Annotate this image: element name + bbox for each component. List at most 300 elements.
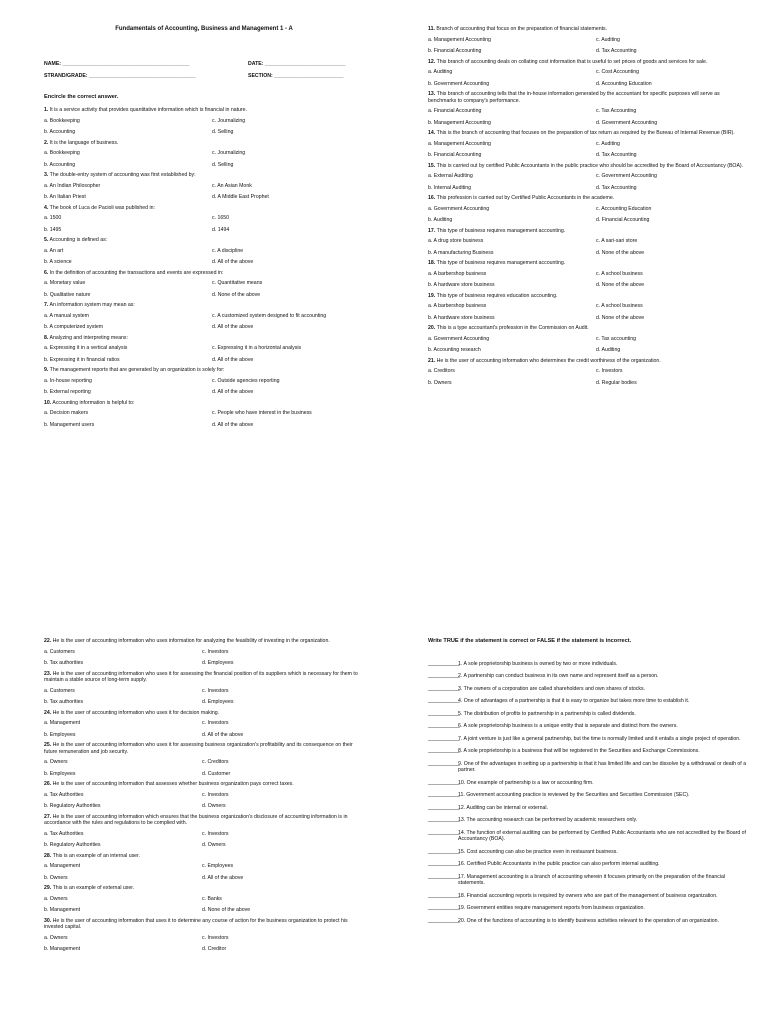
answer-option[interactable]: c. Investors — [202, 720, 229, 726]
question-8 — [44, 335, 364, 342]
answer-option[interactable]: b. Accounting — [44, 129, 76, 136]
answer-option[interactable]: c. Tax accounting — [596, 335, 636, 342]
tf-item — [428, 698, 748, 705]
question-number: 19. — [428, 292, 436, 299]
question-text: This is carried out by certified Public Accountants in the public practice who should be accredited by the Board of Accountancy (BOA). — [435, 162, 744, 169]
answer-option[interactable]: c. Journalizing — [212, 117, 246, 124]
question-12 — [428, 59, 748, 66]
question-text: Analyzing and interpreting means: — [48, 334, 128, 341]
answer-option[interactable]: c. 1650 — [212, 215, 230, 222]
answer-option[interactable]: c. Tax Accounting — [596, 108, 637, 114]
question-number: 1. — [44, 107, 49, 114]
answer-options — [44, 759, 364, 777]
question-number: 29. — [44, 885, 52, 891]
question-11 — [428, 26, 748, 33]
tf-statement: 13. The accounting research can be performed by academic researchers only. — [458, 817, 638, 824]
answer-option[interactable]: d. A Middle East Prophet — [212, 194, 269, 201]
question-6 — [44, 270, 364, 277]
tf-item — [428, 918, 748, 925]
answer-option[interactable]: a. A drug store business — [428, 238, 484, 244]
answer-option[interactable]: d. All of the above — [212, 356, 254, 363]
answer-options — [44, 248, 364, 266]
page-top-right — [428, 26, 748, 390]
question-15 — [428, 163, 748, 170]
question-number: 8. — [44, 334, 49, 341]
answer-option[interactable]: d. None of the above — [596, 282, 645, 288]
question-text: It is a service activity that provides quantitative information which is financial in nature. — [48, 107, 247, 114]
answer-option[interactable]: d. Financial Accounting — [596, 217, 650, 223]
answer-options — [44, 792, 364, 810]
answer-option[interactable]: c. An Asian Monk — [212, 182, 252, 189]
answer-option[interactable]: b. A hardware store business — [428, 314, 495, 321]
question-text: He is the user of accounting information that uses it to determine any course of action for the business organization to protect his invested capital. — [44, 917, 348, 930]
answer-option[interactable]: a. Owners — [44, 759, 68, 765]
answer-option[interactable]: b. Regulatory Authorities — [44, 842, 101, 848]
answer-options — [44, 896, 364, 914]
answer-options — [44, 649, 364, 667]
answer-options — [44, 831, 364, 849]
instruction-encircle: Encircle the correct answer. — [44, 93, 119, 100]
question-number: 23. — [44, 670, 52, 677]
answer-blank[interactable]: ___________ — [428, 829, 460, 836]
answer-option[interactable]: c. A school business — [596, 270, 643, 277]
answer-option[interactable]: d. All of the above — [212, 259, 254, 266]
answer-option[interactable]: c. Banks — [202, 895, 222, 902]
question-text: This profession is carried out by Certified Public Accountants in the academe. — [435, 195, 615, 201]
answer-option[interactable]: c. People who have interest in the business — [212, 410, 312, 417]
answer-option[interactable]: a. An Indian Philosopher — [44, 182, 101, 189]
answer-option[interactable]: d. Auditing — [596, 347, 621, 353]
answer-blank[interactable]: ___________ — [428, 660, 460, 667]
answer-options — [428, 37, 748, 55]
answer-option[interactable]: b. Accounting — [44, 161, 76, 168]
answer-option[interactable]: d. Government Accounting — [596, 119, 658, 126]
answer-option[interactable]: a. 1500 — [44, 215, 62, 222]
strand-field[interactable]: STRAND/GRADE: _____________________________________ — [44, 73, 196, 79]
question-22 — [44, 638, 364, 645]
answer-options — [44, 313, 364, 331]
answer-option[interactable]: a. An art — [44, 247, 64, 254]
answer-option[interactable]: d. Customer — [202, 770, 231, 777]
question-text: He is the user of accounting information who determines the credit worthiness of the organization. — [435, 357, 661, 364]
answer-option[interactable]: a. External Auditing — [428, 173, 473, 179]
question-text: He is the user of accounting information that assesses whether business organization pays correct taxes. — [51, 781, 294, 787]
answer-option[interactable]: d. Tax Accounting — [596, 48, 637, 54]
answer-option[interactable]: c. Investors — [202, 830, 229, 837]
answer-option[interactable]: b. A computerized system — [44, 324, 104, 331]
answer-blank[interactable]: ___________ — [428, 698, 460, 705]
answer-blank[interactable]: ___________ — [428, 892, 460, 899]
question-number: 24. — [44, 709, 52, 716]
answer-option[interactable]: a. Customers — [44, 687, 75, 694]
question-number: 18. — [428, 260, 436, 266]
question-18 — [428, 260, 748, 267]
date-field[interactable]: DATE: ____________________________ — [248, 60, 346, 67]
answer-option[interactable]: a. Monetary value — [44, 280, 86, 287]
answer-blank[interactable]: ___________ — [428, 817, 460, 824]
tf-statement: 3. The owners of a corporation are called shareholders and own shares of stocks. — [458, 685, 646, 692]
answer-option[interactable]: a. A barbershop business — [428, 303, 487, 309]
question-4 — [44, 205, 364, 212]
answer-option[interactable]: c. A sari-sari store — [596, 238, 638, 244]
tf-item — [428, 874, 748, 887]
tf-item — [428, 686, 748, 693]
answer-blank[interactable]: ___________ — [428, 748, 460, 755]
tf-statement: 16. Certified Public Accountants in the public practice can also perform internal auditing. — [458, 861, 660, 868]
answer-option[interactable]: c. Quantitative means — [212, 280, 263, 287]
question-text: The management reports that are generated by an organization is solely for: — [48, 367, 225, 374]
answer-options — [44, 280, 364, 298]
answer-blank[interactable]: ___________ — [428, 760, 460, 767]
answer-option[interactable]: a. Owners — [44, 934, 68, 941]
answer-option[interactable]: b. A hardware store business — [428, 282, 495, 288]
tf-statement: 6. A sole proprietorship business is a unique entity that is separate and distinct from the owners. — [458, 723, 678, 730]
answer-option[interactable]: b. Internal Auditing — [428, 184, 471, 191]
tf-statement: 11. Government accounting practice is reviewed by the Securities and Securities Commission (SEC). — [458, 792, 690, 799]
question-number: 7. — [44, 302, 49, 309]
tf-item — [428, 817, 748, 824]
answer-option[interactable]: a. A barbershop business — [428, 270, 487, 277]
question-text: He is the user of accounting information who uses it for assessing the financial position of its suppliers which is necessary for them to maintain a stable source of long-term supply. — [44, 670, 358, 683]
answer-option[interactable]: b. Tax authorities — [44, 660, 84, 666]
answer-option[interactable]: b. Tax authorities — [44, 699, 84, 705]
info-row-1 — [44, 61, 364, 68]
answer-options — [44, 378, 364, 396]
tf-item — [428, 761, 748, 774]
question-3 — [44, 172, 364, 179]
question-number: 4. — [44, 204, 49, 211]
answer-option[interactable]: d. None of the above — [596, 314, 645, 321]
answer-option[interactable]: c. Investors — [202, 687, 229, 694]
question-24 — [44, 710, 364, 717]
true-false-list — [428, 661, 748, 925]
tf-item — [428, 861, 748, 868]
question-number: 13. — [428, 91, 436, 97]
answer-blank[interactable]: ___________ — [428, 673, 460, 680]
answer-option[interactable]: d. Accounting Education — [596, 80, 652, 87]
answer-option[interactable]: c. Investors — [202, 648, 229, 655]
answer-option[interactable]: c. Cost Accounting — [596, 69, 639, 75]
answer-option[interactable]: d. Owners — [202, 842, 226, 848]
tf-statement: 18. Financial accounting reports is required by owners who are part of the management of business organization. — [458, 892, 718, 899]
answer-blank[interactable]: ___________ — [428, 848, 460, 855]
answer-option[interactable]: b. A manufacturing Business — [428, 249, 494, 256]
tf-statement: 7. A joint venture is just like a general partnership, but the time is normally limited and it entails a single project of operation. — [458, 735, 741, 742]
answer-option[interactable]: b. Management Accounting — [428, 119, 491, 126]
tf-statement: 10. One example of partnership is a law or accounting firm. — [458, 779, 594, 786]
answer-option[interactable]: a. Owners — [44, 895, 68, 902]
answer-option[interactable]: d. Selling — [212, 129, 234, 136]
answer-option[interactable]: b. A science — [44, 259, 72, 266]
tf-item — [428, 711, 748, 718]
answer-option[interactable]: c. A customized system designed to fit accounting — [212, 312, 327, 319]
instruction-true-false: Write TRUE if the statement is correct or FALSE if the statement is incorrect. — [428, 638, 632, 644]
question-17 — [428, 228, 748, 235]
tf-statement: 15. Cost accounting can also be practice even in restaurant business. — [458, 848, 618, 855]
tf-item — [428, 893, 748, 900]
answer-blank[interactable]: ___________ — [428, 917, 460, 924]
answer-option[interactable]: b. Owners — [428, 379, 452, 386]
tf-statement: 12. Auditing can be internal or external. — [458, 804, 548, 811]
answer-option[interactable]: b. 1495 — [44, 226, 62, 233]
tf-statement: 14. The function of external auditing can be performed by Certified Public Accountants who are not accredited by the Board of Accountancy (BOA). — [458, 829, 746, 843]
tf-item — [428, 830, 748, 843]
answer-option[interactable]: b. Management — [44, 907, 81, 913]
answer-blank[interactable]: ___________ — [428, 710, 460, 717]
tf-item — [428, 780, 748, 787]
answer-options — [44, 688, 364, 706]
answer-options — [44, 345, 364, 363]
tf-item — [428, 748, 748, 755]
tf-item — [428, 792, 748, 799]
answer-option[interactable]: c. Investors — [202, 791, 229, 798]
answer-option[interactable]: c. Auditing — [596, 140, 620, 147]
page-bottom-right — [428, 638, 748, 930]
tf-item — [428, 736, 748, 743]
answer-options — [428, 336, 748, 354]
question-19 — [428, 293, 748, 300]
answer-option[interactable]: a. Decision makers — [44, 410, 89, 417]
answer-option[interactable]: b. Accounting research — [428, 347, 481, 353]
question-number: 14. — [428, 130, 436, 136]
answer-option[interactable]: d. All of the above — [202, 731, 244, 738]
answer-option[interactable]: b. An Italian Priest — [44, 194, 86, 201]
question-21 — [428, 358, 748, 365]
answer-blank[interactable]: ___________ — [428, 792, 460, 799]
answer-blank[interactable]: ___________ — [428, 861, 460, 868]
question-text: This is an example of external user. — [51, 885, 135, 891]
question-number: 2. — [44, 139, 49, 146]
question-10 — [44, 400, 364, 407]
answer-option[interactable]: d. All of the above — [212, 421, 254, 428]
answer-option[interactable]: b. Employees — [44, 770, 76, 777]
answer-option[interactable]: c. Employees — [202, 863, 234, 869]
answer-option[interactable]: d. Selling — [212, 161, 234, 168]
answer-options — [44, 183, 364, 201]
answer-option[interactable]: a. In-house reporting — [44, 377, 92, 384]
answer-option[interactable]: b. Government Accounting — [428, 80, 490, 87]
answer-blank[interactable]: ___________ — [428, 905, 460, 912]
answer-option[interactable]: a. Management — [44, 863, 81, 869]
answer-option[interactable]: a. Management Accounting — [428, 36, 491, 43]
answer-option[interactable]: b. Financial Accounting — [428, 152, 482, 158]
answer-option[interactable]: b. Auditing — [428, 217, 453, 223]
answer-option[interactable]: d. Owners — [202, 803, 226, 809]
question-text: An information system may mean as: — [48, 302, 135, 309]
answer-option[interactable]: c. Investors — [596, 368, 623, 374]
question-text: The double-entry system of accounting was first established by: — [48, 172, 196, 179]
answer-blank[interactable]: ___________ — [428, 685, 460, 692]
answer-option[interactable]: a. Bookkeeping — [44, 150, 80, 157]
answer-option[interactable]: d. All of the above — [212, 324, 254, 331]
answer-option[interactable]: b. External reporting — [44, 389, 91, 396]
question-text: He is the user of accounting information who uses it for decision making. — [51, 709, 220, 716]
answer-option[interactable]: c. Auditing — [596, 36, 620, 43]
tf-item — [428, 905, 748, 912]
answer-option[interactable]: d. Employees — [202, 699, 234, 705]
answer-option[interactable]: b. Qualitative nature — [44, 291, 91, 298]
answer-options — [428, 238, 748, 256]
question-number: 5. — [44, 237, 49, 244]
question-7 — [44, 302, 364, 309]
answer-option[interactable]: b. Owners — [44, 874, 68, 881]
answer-option[interactable]: c. Investors — [202, 934, 229, 941]
answer-option[interactable]: d. 1494 — [212, 226, 230, 233]
answer-blank[interactable]: ___________ — [428, 873, 460, 880]
question-text: This is a type accountant's profession in the Commission on Audit. — [435, 325, 589, 331]
question-number: 30. — [44, 917, 52, 924]
answer-option[interactable]: a. Bookkeeping — [44, 117, 80, 124]
tf-item — [428, 673, 748, 680]
name-field[interactable]: NAME: ____________________________________________ — [44, 60, 190, 67]
page-top-left — [44, 26, 364, 432]
question-text: He is the user of accounting information who uses information for analyzing the feasibility of investing in the organization. — [51, 638, 330, 644]
question-2 — [44, 140, 364, 147]
answer-option[interactable]: a. Management Accounting — [428, 140, 491, 147]
tf-statement: 4. One of advantages of a partnership is that it is easy to organize but takes more time to establish it. — [458, 698, 690, 705]
answer-option[interactable]: b. Management — [44, 946, 81, 952]
question-5 — [44, 237, 364, 244]
answer-option[interactable]: a. Creditors — [428, 368, 455, 374]
answer-option[interactable]: d. All of the above — [212, 389, 254, 396]
question-number: 11. — [428, 26, 435, 32]
answer-blank[interactable]: ___________ — [428, 723, 460, 730]
answer-option[interactable]: b. Financial Accounting — [428, 48, 482, 54]
answer-option[interactable]: a. Auditing — [428, 69, 453, 75]
question-number: 22. — [44, 638, 52, 644]
question-text: He is the user of accounting information who uses it for assessing business organization's profitability and its consequence on their future remuneration and job security. — [44, 742, 353, 755]
tf-statement: 9. One of the advantages in setting up a partnership is that it has limited life and can be dissolve by a withdrawal or death of a partner. — [458, 760, 747, 774]
answer-option[interactable]: c. Government Accounting — [596, 173, 657, 179]
answer-blank[interactable]: ___________ — [428, 804, 460, 811]
answer-option[interactable]: d. Regular bodies — [596, 379, 637, 386]
question-1 — [44, 107, 364, 114]
answer-option[interactable]: c. Expressing it in a horizontal analysis — [212, 345, 302, 352]
answer-option[interactable]: c. A discipline — [212, 247, 244, 254]
question-number: 12. — [428, 58, 436, 65]
answer-option[interactable]: a. Government Accounting — [428, 205, 490, 212]
answer-options — [44, 118, 364, 136]
answer-option[interactable]: d. Employees — [202, 660, 234, 666]
answer-option[interactable]: a. Customers — [44, 648, 75, 655]
question-25 — [44, 742, 364, 755]
question-text: In the definition of accounting the transactions and events are expressed in: — [48, 269, 224, 276]
tf-item — [428, 849, 748, 856]
questions-22-30 — [44, 638, 364, 953]
question-text: Accounting information is helpful to: — [51, 399, 135, 406]
question-number: 28. — [44, 852, 52, 859]
question-13 — [428, 91, 748, 104]
answer-option[interactable]: d. None of the above — [202, 907, 251, 913]
question-number: 9. — [44, 367, 49, 374]
tf-statement: 20. One of the functions of accounting is to identify business activities relevant to the operation of an organization. — [458, 917, 719, 924]
answer-option[interactable]: a. Government Accounting — [428, 335, 490, 342]
question-number: 17. — [428, 227, 436, 234]
answer-option[interactable]: a. Financial Accounting — [428, 108, 482, 114]
question-28 — [44, 853, 364, 860]
question-number: 26. — [44, 781, 52, 787]
answer-option[interactable]: d. All of the above — [202, 874, 244, 881]
question-text: This is an example of an internal user. — [51, 852, 140, 859]
answer-option[interactable]: b. Regulatory Authorities — [44, 803, 101, 809]
answer-option[interactable]: a. Tax Authorities — [44, 791, 84, 798]
answer-option[interactable]: d. Creditor — [202, 946, 227, 952]
answer-options — [44, 215, 364, 233]
answer-option[interactable]: b. Management users — [44, 421, 95, 428]
question-number: 3. — [44, 172, 49, 179]
question-16 — [428, 195, 748, 202]
question-text: This type of business requires management accounting. — [435, 260, 566, 266]
answer-option[interactable]: b. Expressing it in financial ratios — [44, 356, 120, 363]
answer-option[interactable]: c. A school business — [596, 303, 643, 309]
question-number: 10. — [44, 399, 52, 406]
question-27 — [44, 814, 364, 827]
tf-item — [428, 723, 748, 730]
answer-option[interactable]: b. Employees — [44, 731, 76, 738]
question-29 — [44, 885, 364, 892]
question-text: This branch of accounting tells that the in-house information generated by the accountant for specific purposes will serve as benchmarks to company's performance. — [428, 91, 720, 104]
question-number: 20. — [428, 325, 436, 331]
question-number: 25. — [44, 742, 52, 748]
question-26 — [44, 781, 364, 788]
tf-item — [428, 805, 748, 812]
answer-option[interactable]: d. None of the above — [212, 291, 261, 298]
question-text: The book of Luca de Pacioli was published in: — [48, 204, 155, 211]
answer-option[interactable]: c. Creditors — [202, 759, 229, 765]
answer-option[interactable]: a. A manual system — [44, 312, 89, 319]
tf-statement: 1. A sole proprietorship business is owned by two or more individuals. — [458, 660, 618, 667]
answer-option[interactable]: c. Accounting Education — [596, 205, 652, 212]
page-bottom-left — [44, 638, 364, 957]
answer-options — [44, 863, 364, 881]
tf-statement: 5. The distribution of profits to partnership in a partnership is called dividends. — [458, 710, 636, 717]
tf-statement: 17. Management accounting is a branch of accounting wherein it focuses primarily on the preparation of the financial statements. — [458, 873, 726, 887]
answer-option[interactable]: a. Expressing it in a vertical analysis — [44, 345, 128, 352]
question-number: 6. — [44, 269, 49, 276]
answer-option[interactable]: c. Journalizing — [212, 150, 246, 157]
question-9 — [44, 367, 364, 374]
answer-option[interactable]: d. Tax Accounting — [596, 184, 637, 191]
answer-options — [428, 271, 748, 289]
question-text: This type of business requires management accounting. — [435, 227, 566, 234]
question-23 — [44, 671, 364, 684]
answer-blank[interactable]: ___________ — [428, 735, 460, 742]
answer-option[interactable]: c. Outside agencies reporting — [212, 377, 280, 384]
question-number: 16. — [428, 195, 436, 201]
answer-options — [428, 368, 748, 386]
question-text: This is the branch of accounting that focuses on the preparation of tax return as required by the Bureau of Internal Revenue (BIR). — [435, 130, 735, 136]
answer-options — [428, 69, 748, 87]
answer-option[interactable]: a. Tax Authorities — [44, 830, 84, 837]
tf-statement: 8. A sole proprietorship is a business that will be registered in the Securities and Exchange Commissions. — [458, 748, 700, 755]
tf-item — [428, 661, 748, 668]
answer-blank[interactable]: ___________ — [428, 779, 460, 786]
answer-option[interactable]: a. Management — [44, 720, 81, 726]
answer-option[interactable]: d. Tax Accounting — [596, 152, 637, 158]
question-text: Branch of accounting that focus on the preparation of financial statements. — [434, 26, 608, 32]
questions-11-21 — [428, 26, 748, 386]
tf-statement: 2. A partnership can conduct business in its own name and represent itself as a person. — [458, 673, 659, 680]
question-number: 21. — [428, 357, 436, 364]
question-text: It is the language of business. — [48, 139, 119, 146]
question-number: 27. — [44, 813, 52, 820]
question-30 — [44, 918, 364, 931]
answer-option[interactable]: d. None of the above — [596, 249, 645, 256]
section-field[interactable]: SECTION: ________________________ — [248, 73, 344, 79]
info-row-2 — [44, 73, 364, 80]
question-14 — [428, 130, 748, 137]
questions-1-10 — [44, 107, 364, 428]
